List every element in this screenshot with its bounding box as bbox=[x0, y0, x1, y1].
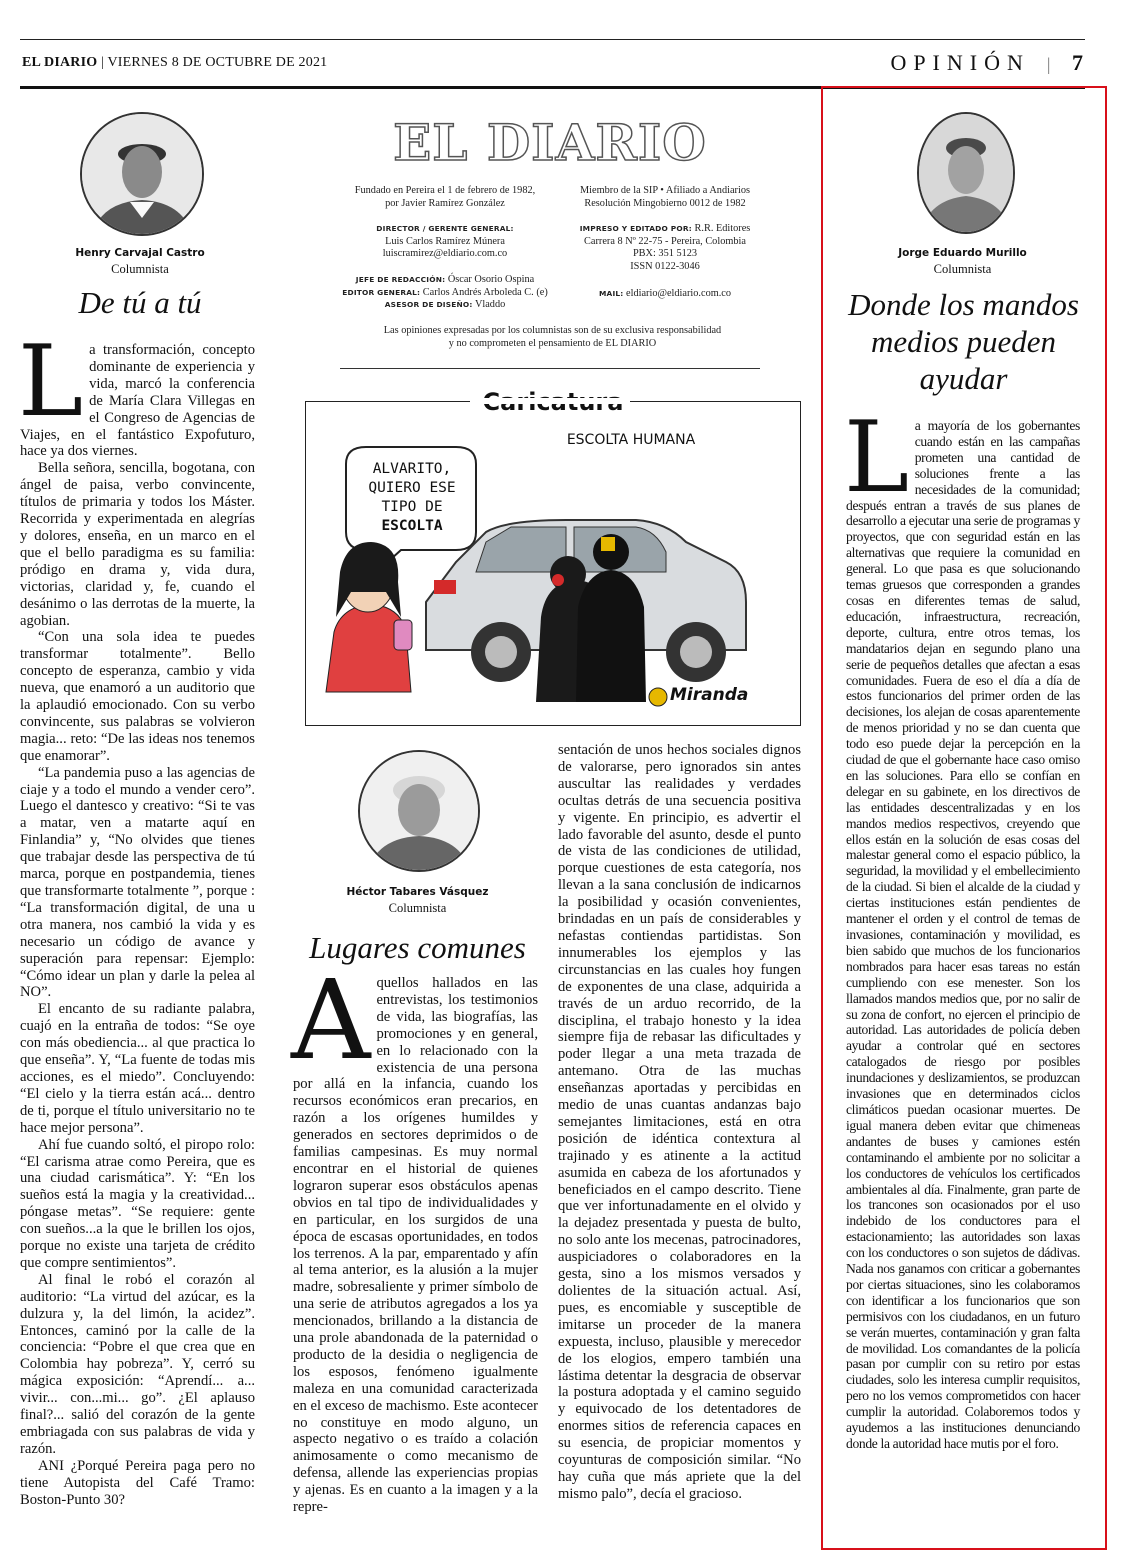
author-photo-henry bbox=[80, 112, 204, 236]
author-role: Columnista bbox=[933, 262, 992, 276]
header-date: VIERNES 8 DE OCTUBRE DE 2021 bbox=[107, 55, 328, 70]
portrait-icon bbox=[919, 114, 1013, 232]
section-separator: | bbox=[1042, 54, 1060, 74]
portrait-icon bbox=[360, 752, 478, 870]
column-paragraph: “La pandemia puso a las agencias de ciaje y a todo el mundo a vender cero”. Luego el dantesco y creativo: “Si te vas a matar, ven a matarte aquí en Finlandia” y, “No olvides que tienes que trabajar desde las perspectiva de tú marca, porque en postpandemia, tienes que transformarte totalmente ”, porque : “La transformación digital, de una u otra manera, nos cambió la vida y es necesario un código de avance y superación para repensar: Ejemplo: “Cómo idear un plan y darle la pelea al NO”. bbox=[20, 764, 255, 1001]
author-name: Héctor Tabares Vásquez bbox=[346, 886, 489, 898]
cartoon-illustration bbox=[306, 402, 800, 725]
column-paragraph: ANI ¿Porqué Pereira paga pero no tiene Autopista del Café Tramo: Boston-Punto 30? bbox=[20, 1457, 255, 1508]
author-name: Henry Carvajal Castro bbox=[75, 247, 205, 259]
column-paragraph: Aquellos hallados en las entrevistas, los testimonios de vida, las biografías, las promociones y en general, en lo relacionado con la existencia de una persona por allá en la infancia, cuando los recursos económicos eran precarios, en razón a los orígenes humildes y generados en sectores deprimidos o de familias campesinas. Es muy normal encontrar en el historial de quienes lograron superar esos obstáculos apenas obvios en tal tipo de individualidades y en particular, en los surgidos de una época de escasas oportunidades, en todos los terrenos. A la par, emparentado y afín al tema anterior, es la alusión a la mujer madre, sobresaliente y primer símbolo de una serie de atributos agregados a los ya mencionados, brillando a la distancia de una prole abandonada de la paternidad o producto de la desidia o negligencia de los esposos, fenómeno igualmente maleza en una comunidad caracterizada en el exceso de machismo. Este acontecer no constituye en modo alguno, un aspecto negativo o es traído a colación animosamente o como mecanismo de defensa, allende las experiencias propias y ajenas. Es en cuanto a la imagen y a la repre- bbox=[291, 956, 538, 1516]
header-top-rule bbox=[20, 39, 1085, 40]
cartoon-speech: ALVARITO, QUIERO ESE TIPO DE ESCOLTA bbox=[368, 461, 456, 534]
column-paragraph: Al final le robó el corazón al auditorio: “La virtud del azúcar, es la dulzura y, la del limón, la acidez”. Entonces, caminó por la calle de la conciencia: “Pobre el que crea que en Colombia hay pobreza”. Y, cerró su mágica exposición: “Aprendí... a... vivir... con...mi... go”. ¿El aplauso final?... salió del corazón de la gente embriagada con sus palabras de vida y razón. bbox=[20, 1271, 255, 1457]
author-role: Columnista bbox=[388, 901, 447, 915]
column-paragraph: sentación de unos hechos sociales dignos de valorarse, pero ignorados sin antes auscultar las realidades y verdades ocultas detrás de una secuencia positiva y vigente. En principio, es advertir el lado favorable del asunto, desde el punto de vista de las condiciones de utilidad, porque cuestiones de esta categoría, nos llevan a la sana conclusión de indicarnos la posibilidad y ocasión convenientes, brindadas en un país de considerables y nefastas contiendas partidistas. Son innumerables los ejemplos y las circunstancias en las cuales hoy fungen de exponentes de una clase, adquirida a través de un arduo recorrido, de la disciplina, el trabajo honesto y la idea siempre fija de rebasar las dificultades y poder llegar a una meta trazada de antemano. Otra de las muchas enseñanzas aportadas y percibidas en medio de unas cuantas andanzas bajo semejantes limitaciones, está en otra posición de idéntica contextura al trajinado y es atinente a la actitud asumida en cabeza de los afortunados y beneficiados en el campo descrito. Tiene que ver infortunadamente en el olvido y la dejadez presentada y puesta de bulto, no solo ante los mecenas, patrocinadores, auspiciadores o colaboradores en la gesta, sino a los mismos versados y dolientes de la situación actual. Así, pues, es encomiable y susceptible de imitarse un proceder de la manera expuesta, incluso, plausible y merecedor de los elogios, empero también una lástima detentar la desgracia de observar la postura adoptada y el camino seguido y equivocado de los detentadores de enormes sitios de referencia capaces en su esencia, de propiciar momentos y coyunturas de composición similar. “No hay cuña que más apriete que la del mismo palo”, decía el gracioso. bbox=[558, 742, 801, 1502]
portrait-icon bbox=[82, 114, 202, 234]
column-paragraph: Ahí fue cuando soltó, el piropo rolo: “El carisma atrae como Pereira, que es una ciudad carismática”. Y: “En los sueños está la magia y la creatividad... póngase metas”. “Se requiere: gente con sueños...a la que le brillen los ojos, porque no existe una tarjeta de crédito que compre sentimientos”. bbox=[20, 1136, 255, 1271]
author-name: Jorge Eduardo Murillo bbox=[898, 247, 1027, 259]
drop-cap: L bbox=[844, 401, 909, 515]
masthead-director: DIRECTOR / GERENTE GENERAL: Luis Carlos Ramírez Múnera luiscramirez@eldiario.com.co bbox=[376, 224, 514, 259]
masthead-member: Miembro de la SIP • Afiliado a Andiarios Resolución Mingobierno 0012 de 1982 bbox=[580, 185, 750, 209]
header-separator: | bbox=[101, 55, 108, 70]
masthead-staff: JEFE DE REDACCIÓN: Óscar Osorio Ospina EDITOR GENERAL: Carlos Andrés Arboleda C. (e) ASESOR DE DISEÑO: Vladdo bbox=[342, 274, 548, 310]
masthead-mail: MAIL: eldiario@eldiario.com.co bbox=[598, 288, 732, 299]
newspaper-logo: EL DIARIO bbox=[393, 113, 707, 172]
drop-cap: A bbox=[291, 956, 371, 1084]
masthead-printing: IMPRESO Y EDITADO POR: R.R. Editores Carrera 8 Nº 22-75 - Pereira, Colombia PBX: 351 5123 ISSN 0122-3046 bbox=[579, 223, 751, 272]
column-paragraph: La transformación, concepto dominante de experiencia y vida, marcó la conferencia de María Clara Villegas en el Congreso de Agencias de Viajes, en el fantástico Expofuturo, hace ya dos viernes. bbox=[18, 325, 255, 460]
header-paper-name: EL DIARIO bbox=[22, 55, 98, 70]
cartoon-signature: Miranda bbox=[670, 685, 749, 705]
column-body bbox=[844, 401, 1080, 1452]
column-headline: Lugares comunes bbox=[309, 930, 526, 965]
column-paragraph: Bella señora, sencilla, bogotana, con ángel de paisa, verbo convincente, títulos de primaria y todos los Máster. Recorrida y experimentada en alegrías y dolores, enseña, en un marco en el que el bello paradigma es su familia: pródigo en drama y, vida dura, victorias, claridad y, fe, cuando el desánimo o las derrotas de la muerte, la agobian. bbox=[20, 460, 255, 629]
masthead-disclaimer: Las opiniones expresadas por los columnistas son de su exclusiva responsabilidad y no comprometen el pensamiento de EL DIARIO bbox=[383, 325, 722, 349]
column-headline: De tú a tú bbox=[78, 285, 202, 320]
column-paragraph: La mayoría de los gobernantes cuando están en las campañas prometen una cantidad de soluciones frente a las necesidades de la comunidad; después entran a través de sus planes de desarrollo a ejecutar una serie de programas y proyectos, que con seguridad están en las alternativas que requiere la comunidad en general. Lo que pasa es que solucionando temas gruesos que corresponden a grandes cosas en diferentes temas de salud, educación, infraestructura, recreación, deporte, cultura, entre otros temas, los mandatarios dejan en segundo plano una serie de pequeños detalles que afectan a esas comunidades. Fuera de eso el día a día de estos funcionarios del primer orden de las decisiones, los alejan de cosas aparentemente de menos prioridad y no se dan cuenta que todo eso puede dejar la percepción en la ciudad de que el gobernante hace caso omiso en las soluciones. Para ello se confían en delegar en su gabinete, en los directivos de las entidades descentralizadas y en los mandos medios respectivos, creyendo que ellos están en la solución de esas cosas del malestar general como el espacio público, la seguridad, la movilidad y el embellecimiento de la ciudad. Si bien el alcalde de la ciudad y ciertas instituciones están pendientes de mantener el orden y el control de temas de invasiones, contaminación y movilidad, es bien sabido que muchos de los funcionarios nombrados para hacer esas tareas no están cumpliendo con ese menester. Son los llamados mandos medios que, por no salir de su zona de confort, no ejercen el principio de autoridad. Las autoridades de policía deben ayudar a controlar qué en sectores catalogados de riesgo por posibles inundaciones y deslizamientos, se produzcan invasiones que en determinados ciclos climáticos puedan ocasionar muertes. De igual manera deben evitar que chimeneas andantes de buses y camiones estén contaminando el ambiente por no solicitar a los conductores de vehículos los certificados ambientales al día. Finalmente, gran parte de los trancones son ocasionados por el uso indebido de los conductores para el estacionamiento; las autoridades son laxas con los conductores o son sujetos de dádivas. Nada nos ganamos con criticar a gobernantes por ciertas situaciones, sino les colaboramos con identificar a los funcionarios que son permisivos con los ciudadanos, en un futuro se verán muertes, contaminación y gran falta de movilidad. Los comandantes de la policía pasan por cumplir con su retiro por estas ciudades, solo les interesa cumplir requisitos, pero no los vemos comprometidos con hacer cumplir la autoridad. Colaboremos todos y ayudemos a las instituciones denunciando donde la autoridad hace mutis por el foro. bbox=[844, 401, 1080, 1451]
column-body-continued bbox=[558, 742, 801, 1503]
masthead-founded: Fundado en Pereira el 1 de febrero de 1982, por Javier Ramírez González bbox=[354, 185, 536, 209]
drop-cap: L bbox=[18, 325, 84, 439]
masthead-divider bbox=[340, 368, 760, 369]
header-dateline bbox=[22, 55, 327, 71]
cartoon-title-mask bbox=[470, 398, 630, 404]
author-photo-hector bbox=[358, 750, 480, 872]
column-body bbox=[291, 956, 538, 1516]
author-role: Columnista bbox=[111, 262, 169, 276]
column-headline: Donde los mandos medios pueden ayudar bbox=[848, 287, 1079, 396]
column-paragraph: “Con una sola idea te puedes transformar totalmente”. Bello concepto de esperanza, cambio y vida nueva, que enamoró a un auditorio que la aplaudió emocionado. Con su verbo convincente, sus palabras se volvieron magia... reto: “De las ideas nos tenemos que enamorar”. bbox=[20, 629, 255, 764]
header-section bbox=[890, 50, 1083, 76]
column-paragraph: El encanto de su radiante palabra, cuajó en la entraña de todos: “Se oye con más obediencia... al que practica lo que enseña”. Y, “La fuente de todas mis acciones, es el miedo”. Concluyendo: “El cielo y la tierra están acá... dentro de ti, porque el título universitario no te hace mejor persona”. bbox=[20, 1001, 255, 1136]
page-number: 7 bbox=[1072, 50, 1083, 75]
section-name: OPINIÓN bbox=[890, 50, 1030, 75]
column-body bbox=[18, 325, 255, 1509]
author-photo-jorge bbox=[917, 112, 1015, 234]
cartoon-title: ESCOLTA HUMANA bbox=[566, 432, 696, 448]
cartoon-frame bbox=[305, 401, 801, 726]
